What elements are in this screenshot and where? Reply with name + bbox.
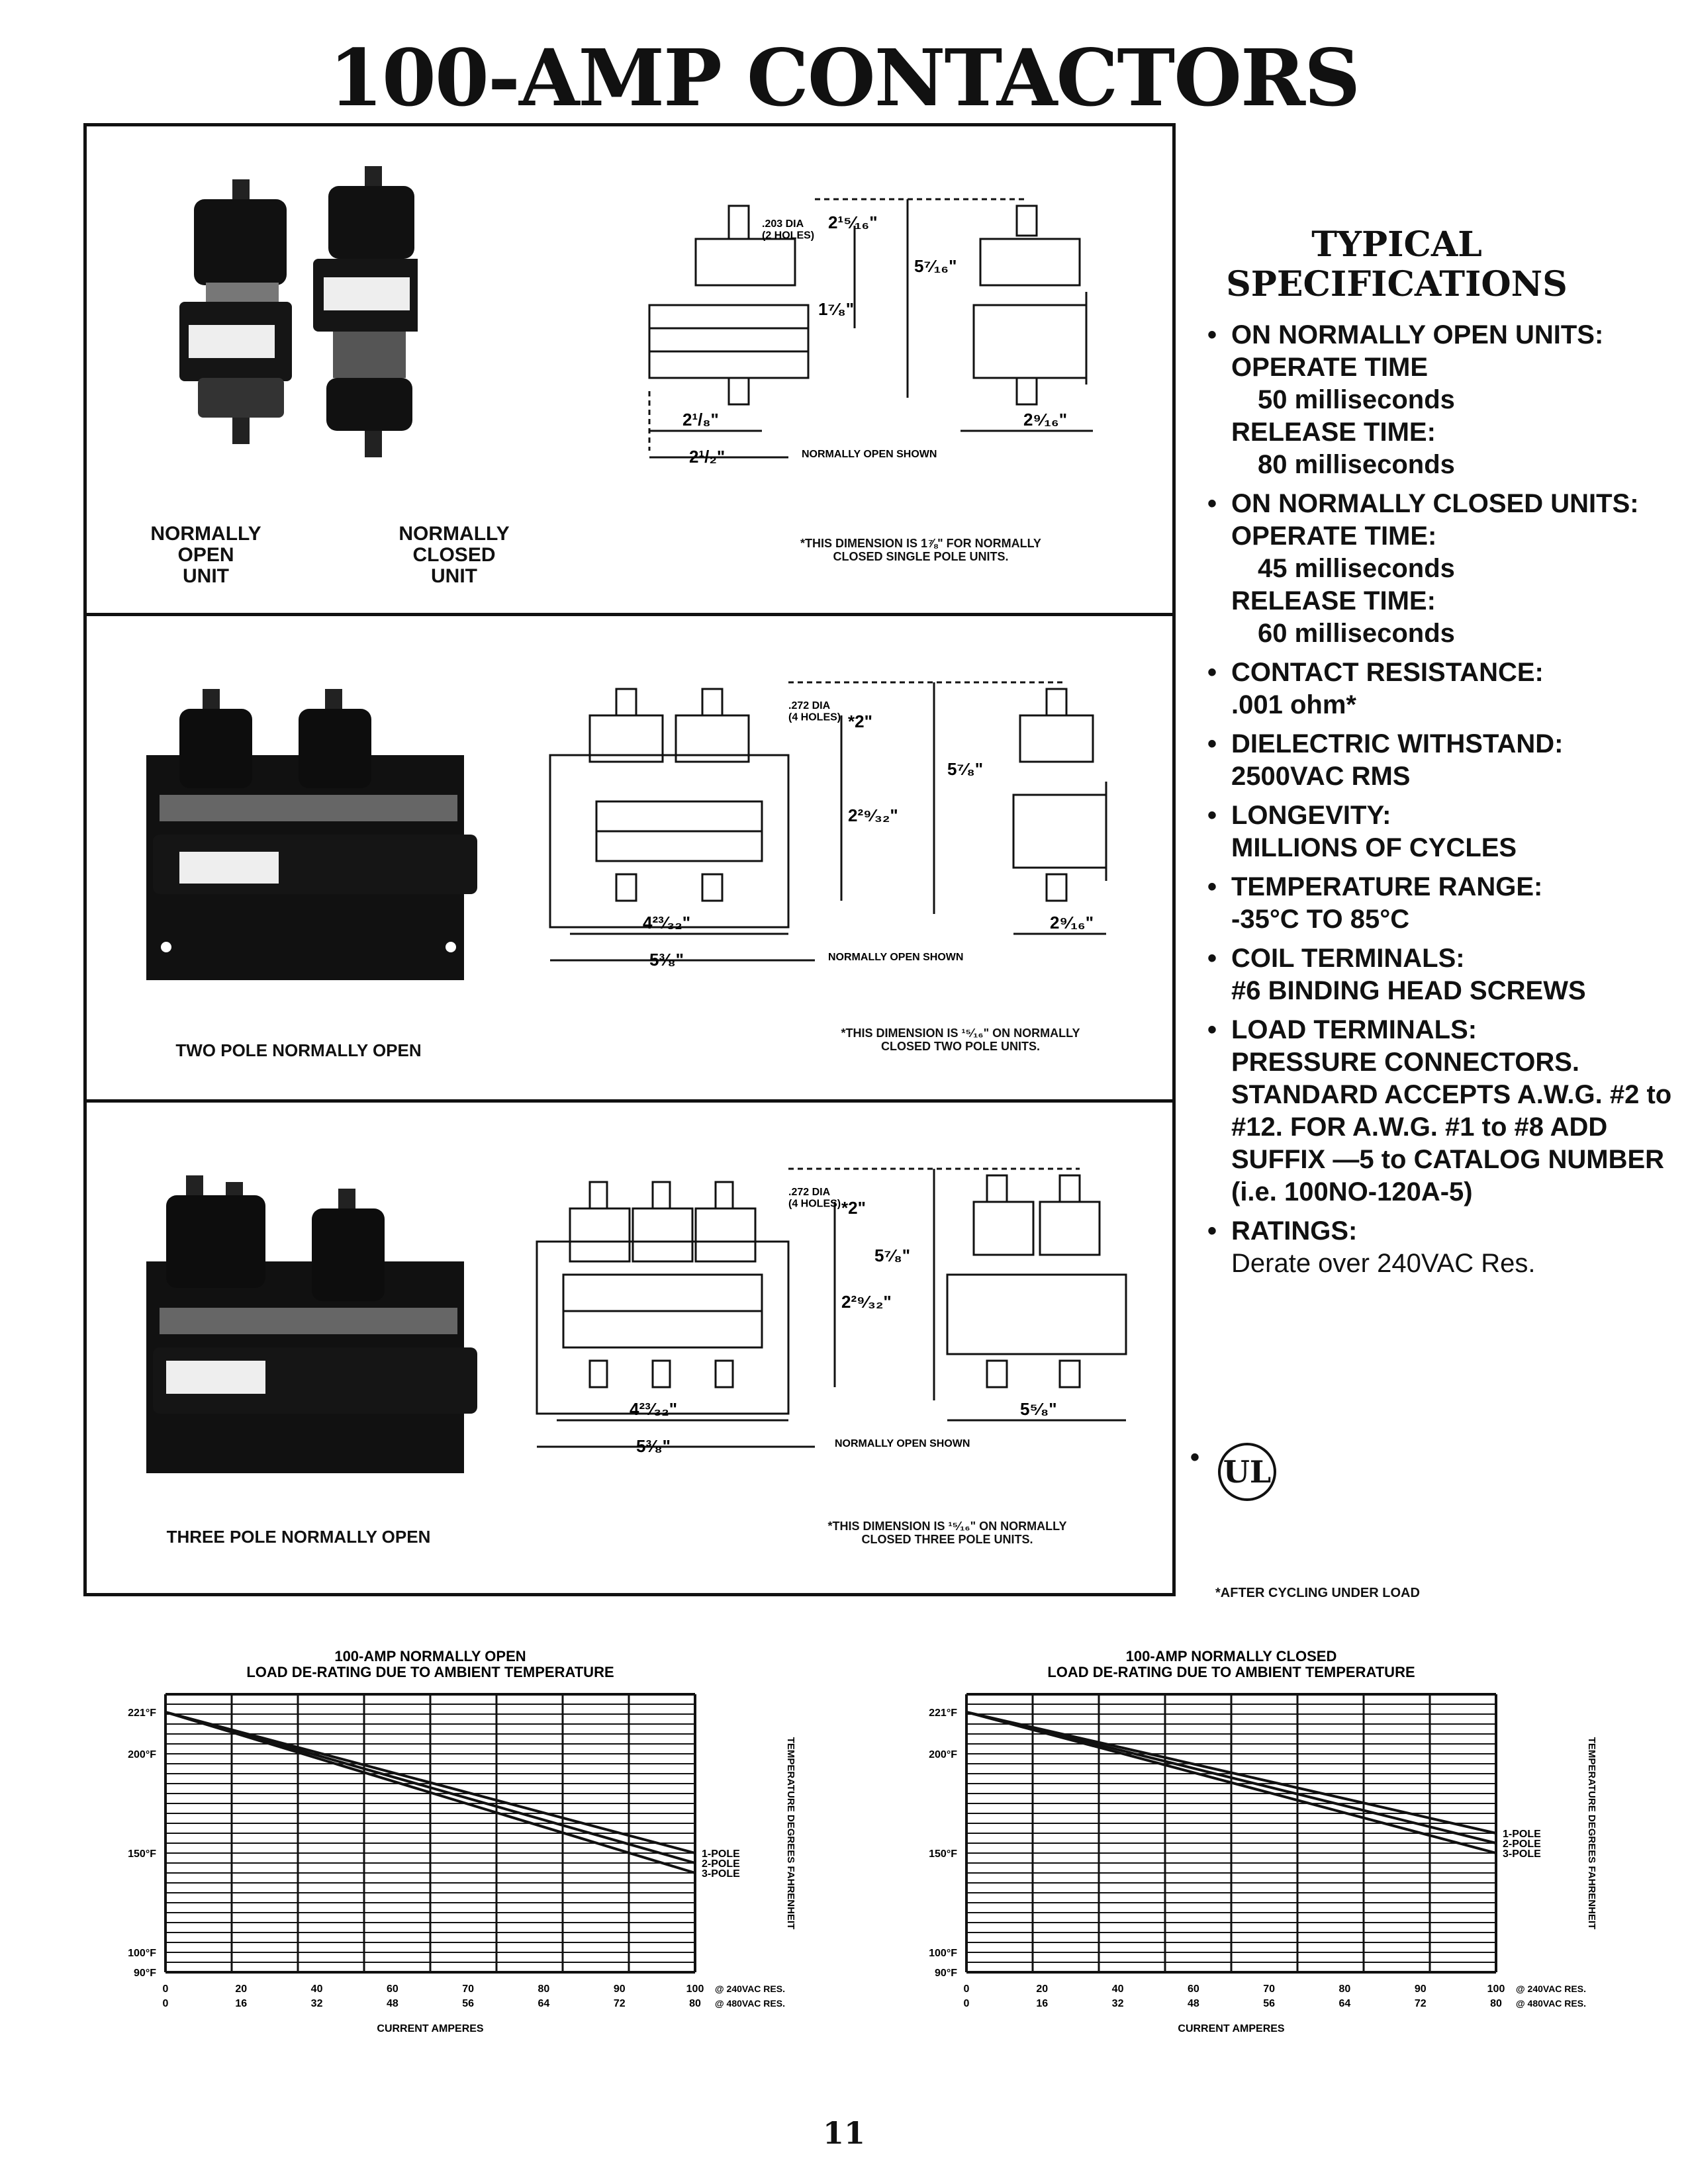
series-label: 2-POLE <box>702 1858 740 1870</box>
y-tick-label: 221°F <box>128 1707 156 1719</box>
x-axis-label: CURRENT AMPERES <box>377 2023 484 2034</box>
shown-label: NORMALLY OPEN SHOWN <box>802 449 937 460</box>
x-tick-label-240: 100 <box>1487 1983 1505 1995</box>
x-suffix-240: @ 240VAC RES. <box>715 1983 785 1994</box>
x-tick-label-240: 90 <box>1414 1983 1427 1995</box>
dim-height: 5⁷⁄₈" <box>947 759 984 779</box>
x-tick-label-480: 48 <box>386 1998 399 2009</box>
dimension-note-two-pole: *THIS DIMENSION IS ¹⁵⁄₁₆" ON NORMALLY CLOSED TWO POLE UNITS. <box>841 1026 1080 1053</box>
specs-heading <box>1205 225 1589 304</box>
dim-width-1: 4²³⁄₃₂" <box>643 913 691 933</box>
y-tick-label: 150°F <box>929 1848 957 1860</box>
chart-title-line: LOAD DE-RATING DUE TO AMBIENT TEMPERATURE <box>1047 1664 1415 1680</box>
hole-label: .272 DIA (4 HOLES) <box>788 1187 841 1210</box>
x-tick-label-480: 16 <box>1036 1998 1049 2009</box>
dimension-note-three-pole: *THIS DIMENSION IS ¹⁵⁄₁₆" ON NORMALLY CLOSED THREE POLE UNITS. <box>827 1520 1067 1546</box>
spec-ratings-value: Derate over 240VAC Res. <box>1231 1249 1536 1278</box>
spec-coil-terminals <box>1205 942 1681 1007</box>
spec-load-label: LOAD TERMINALS: <box>1231 1015 1477 1044</box>
contactor-photo-three-pole <box>140 1162 517 1506</box>
series-label: 3-POLE <box>1503 1848 1541 1860</box>
x-tick-label-480: 32 <box>1111 1998 1124 2009</box>
chart-normally-closed-derating <box>887 1641 1668 2052</box>
spec-nc-head: ON NORMALLY CLOSED UNITS: <box>1231 489 1639 518</box>
spec-nc-release-value: 60 milliseconds <box>1258 619 1455 648</box>
x-tick-label-480: 72 <box>1414 1998 1427 2009</box>
x-tick-label-240: 60 <box>386 1983 399 1995</box>
series-label: 1-POLE <box>1503 1829 1541 1840</box>
x-tick-label-240: 40 <box>1111 1983 1124 1995</box>
spec-temperature-range <box>1205 871 1681 936</box>
y-tick-label: 90°F <box>134 1968 156 1979</box>
y-tick-label: 221°F <box>929 1707 957 1719</box>
page-title: 100-AMP CONTACTORS <box>328 32 1360 124</box>
normally-closed-unit-photo <box>313 166 418 457</box>
x-tick-label-480: 56 <box>462 1998 475 2009</box>
x-tick-label-480: 48 <box>1187 1998 1199 2009</box>
spec-dielectric-label: DIELECTRIC WITHSTAND: <box>1231 729 1564 758</box>
x-tick-label-480: 56 <box>1263 1998 1276 2009</box>
panel-single-pole <box>87 126 1172 613</box>
series-label: 3-POLE <box>702 1868 740 1880</box>
page-number: 11 <box>822 2115 865 2151</box>
chart-title-line: LOAD DE-RATING DUE TO AMBIENT TEMPERATURE <box>246 1664 614 1680</box>
series-label: 1-POLE <box>702 1848 740 1860</box>
y-axis-label: TEMPERATURE DEGREES FAHRENHEIT <box>785 1737 796 1930</box>
dim-top: *2" <box>848 711 872 731</box>
y-tick-label: 200°F <box>929 1749 957 1760</box>
spec-contact-resistance <box>1205 657 1681 721</box>
y-tick-label: 90°F <box>935 1968 957 1979</box>
dim-side: 2⁹⁄₁₆" <box>1023 410 1068 430</box>
dim-height: 5⁷⁄₈" <box>874 1246 911 1265</box>
series-label: 2-POLE <box>1503 1839 1541 1850</box>
spec-normally-closed <box>1205 488 1681 650</box>
caption-normally-open: NORMALLY OPEN UNIT <box>150 523 261 587</box>
spec-ratings <box>1205 1215 1681 1280</box>
specs-heading-line2: SPECIFICATIONS <box>1226 264 1568 304</box>
y-tick-label: 100°F <box>128 1948 156 1959</box>
contactor-photos-single-pole <box>140 166 418 510</box>
x-tick-label-480: 72 <box>613 1998 626 2009</box>
hole-label: .272 DIA (4 HOLES) <box>788 700 841 723</box>
x-tick-label-240: 70 <box>1263 1983 1276 1995</box>
chart-normally-open-derating <box>86 1641 847 2052</box>
dimension-drawing-two-pole <box>537 676 1166 993</box>
y-tick-label: 200°F <box>128 1749 156 1760</box>
x-axis-label: CURRENT AMPERES <box>1178 2023 1285 2034</box>
specs-heading-line1: TYPICAL <box>1311 224 1482 265</box>
x-tick-label-480: 80 <box>689 1998 701 2009</box>
dim-mid: 2²⁹⁄₃₂" <box>848 805 898 825</box>
x-tick-label-240: 0 <box>963 1983 970 1995</box>
spec-dielectric <box>1205 728 1681 793</box>
spec-longevity-label: LONGEVITY: <box>1231 801 1391 830</box>
spec-longevity-value: MILLIONS OF CYCLES <box>1231 833 1517 862</box>
spec-coil-label: COIL TERMINALS: <box>1231 944 1465 973</box>
dim-width-2: 5³⁄₈" <box>649 950 684 970</box>
x-tick-label-480: 0 <box>162 1998 169 2009</box>
x-tick-label-240: 60 <box>1187 1983 1199 1995</box>
dim-mid: 1⁷⁄₈" <box>818 299 855 319</box>
y-tick-label: 100°F <box>929 1948 957 1959</box>
spec-resistance-label: CONTACT RESISTANCE: <box>1231 658 1544 687</box>
dim-mid: 2²⁹⁄₃₂" <box>841 1292 892 1312</box>
x-tick-label-240: 80 <box>538 1983 550 1995</box>
spec-load-value: PRESSURE CONNECTORS. STANDARD ACCEPTS A.W.G. #2 to #12. FOR A.W.G. #1 to #8 ADD SUFFIX —5 to CATALOG NUMBER (i.e. 100NO-120A-5) <box>1231 1048 1672 1206</box>
spec-normally-open <box>1205 319 1681 481</box>
x-tick-label-240: 20 <box>1036 1983 1049 1995</box>
spec-resistance-value: .001 ohm* <box>1231 690 1356 719</box>
panel-three-pole <box>87 1099 1172 1596</box>
x-tick-label-240: 70 <box>462 1983 475 1995</box>
shown-label: NORMALLY OPEN SHOWN <box>835 1438 970 1449</box>
dim-top: 2¹⁵⁄₁₆" <box>828 212 878 232</box>
shown-label: NORMALLY OPEN SHOWN <box>828 952 964 963</box>
product-frame <box>83 123 1176 1596</box>
hole-label: .203 DIA (2 HOLES) <box>762 218 815 242</box>
dimension-drawing-single-pole <box>630 186 1166 530</box>
dim-side: 2⁹⁄₁₆" <box>1050 913 1094 933</box>
spec-no-operate-value: 50 milliseconds <box>1258 385 1455 414</box>
dim-width-2: 2¹/₂" <box>689 447 726 467</box>
caption-two-pole: TWO POLE NORMALLY OPEN <box>175 1040 422 1060</box>
spec-no-operate-label: OPERATE TIME <box>1231 353 1429 382</box>
x-suffix-480: @ 480VAC RES. <box>1516 1998 1586 2009</box>
spec-no-release-value: 80 milliseconds <box>1258 450 1455 479</box>
x-tick-label-240: 0 <box>162 1983 169 1995</box>
x-tick-label-240: 80 <box>1338 1983 1351 1995</box>
spec-no-release-label: RELEASE TIME: <box>1231 418 1436 447</box>
caption-normally-closed: NORMALLY CLOSED UNIT <box>399 523 510 587</box>
y-tick-label: 150°F <box>128 1848 156 1860</box>
panel-two-pole <box>87 613 1172 1103</box>
dim-width-1: 2¹/₈" <box>682 410 719 430</box>
dimension-note-single-pole: *THIS DIMENSION IS 1⅞" FOR NORMALLY CLOSED SINGLE POLE UNITS. <box>800 537 1041 563</box>
chart-title-line: 100-AMP NORMALLY CLOSED <box>1125 1648 1337 1664</box>
caption-three-pole: THREE POLE NORMALLY OPEN <box>166 1527 431 1547</box>
spec-nc-release-label: RELEASE TIME: <box>1231 586 1436 615</box>
specs-footnote: *AFTER CYCLING UNDER LOAD <box>1215 1586 1420 1600</box>
x-tick-label-240: 40 <box>310 1983 323 1995</box>
spec-no-head: ON NORMALLY OPEN UNITS: <box>1231 320 1604 349</box>
dim-width-2: 5³⁄₈" <box>636 1436 671 1456</box>
spec-nc-operate-value: 45 milliseconds <box>1258 554 1455 583</box>
x-tick-label-480: 80 <box>1490 1998 1502 2009</box>
ul-bullet: • <box>1190 1443 1200 1472</box>
x-suffix-480: @ 480VAC RES. <box>715 1998 785 2009</box>
normally-open-unit-photo <box>179 179 292 444</box>
dim-side: 5⁵⁄₈" <box>1020 1399 1057 1419</box>
x-tick-label-240: 100 <box>686 1983 704 1995</box>
specs-list <box>1205 319 1681 1280</box>
x-tick-label-480: 0 <box>963 1998 970 2009</box>
spec-dielectric-value: 2500VAC RMS <box>1231 762 1411 791</box>
dim-top: *2" <box>841 1198 866 1218</box>
x-tick-label-240: 90 <box>613 1983 626 1995</box>
dimension-drawing-three-pole <box>524 1162 1159 1480</box>
spec-nc-operate-label: OPERATE TIME: <box>1231 522 1437 551</box>
typical-specifications <box>1205 225 1681 1287</box>
x-tick-label-480: 32 <box>310 1998 323 2009</box>
x-tick-label-480: 16 <box>235 1998 248 2009</box>
spec-temp-value: -35°C TO 85°C <box>1231 905 1410 934</box>
spec-longevity <box>1205 799 1681 864</box>
dim-height: 5⁷⁄₁₆" <box>914 256 957 276</box>
x-tick-label-240: 20 <box>235 1983 248 1995</box>
ul-listed-logo: UL <box>1218 1443 1276 1501</box>
x-tick-label-480: 64 <box>538 1998 550 2009</box>
x-tick-label-480: 64 <box>1338 1998 1351 2009</box>
spec-coil-value: #6 BINDING HEAD SCREWS <box>1231 976 1586 1005</box>
dim-width-1: 4²³⁄₃₂" <box>630 1399 678 1419</box>
spec-ratings-label: RATINGS: <box>1231 1216 1358 1246</box>
contactor-photo-two-pole <box>140 676 517 1020</box>
y-axis-label: TEMPERATURE DEGREES FAHRENHEIT <box>1586 1737 1597 1930</box>
spec-temp-label: TEMPERATURE RANGE: <box>1231 872 1543 901</box>
chart-title-line: 100-AMP NORMALLY OPEN <box>334 1648 526 1664</box>
spec-load-terminals <box>1205 1014 1681 1208</box>
x-suffix-240: @ 240VAC RES. <box>1516 1983 1586 1994</box>
